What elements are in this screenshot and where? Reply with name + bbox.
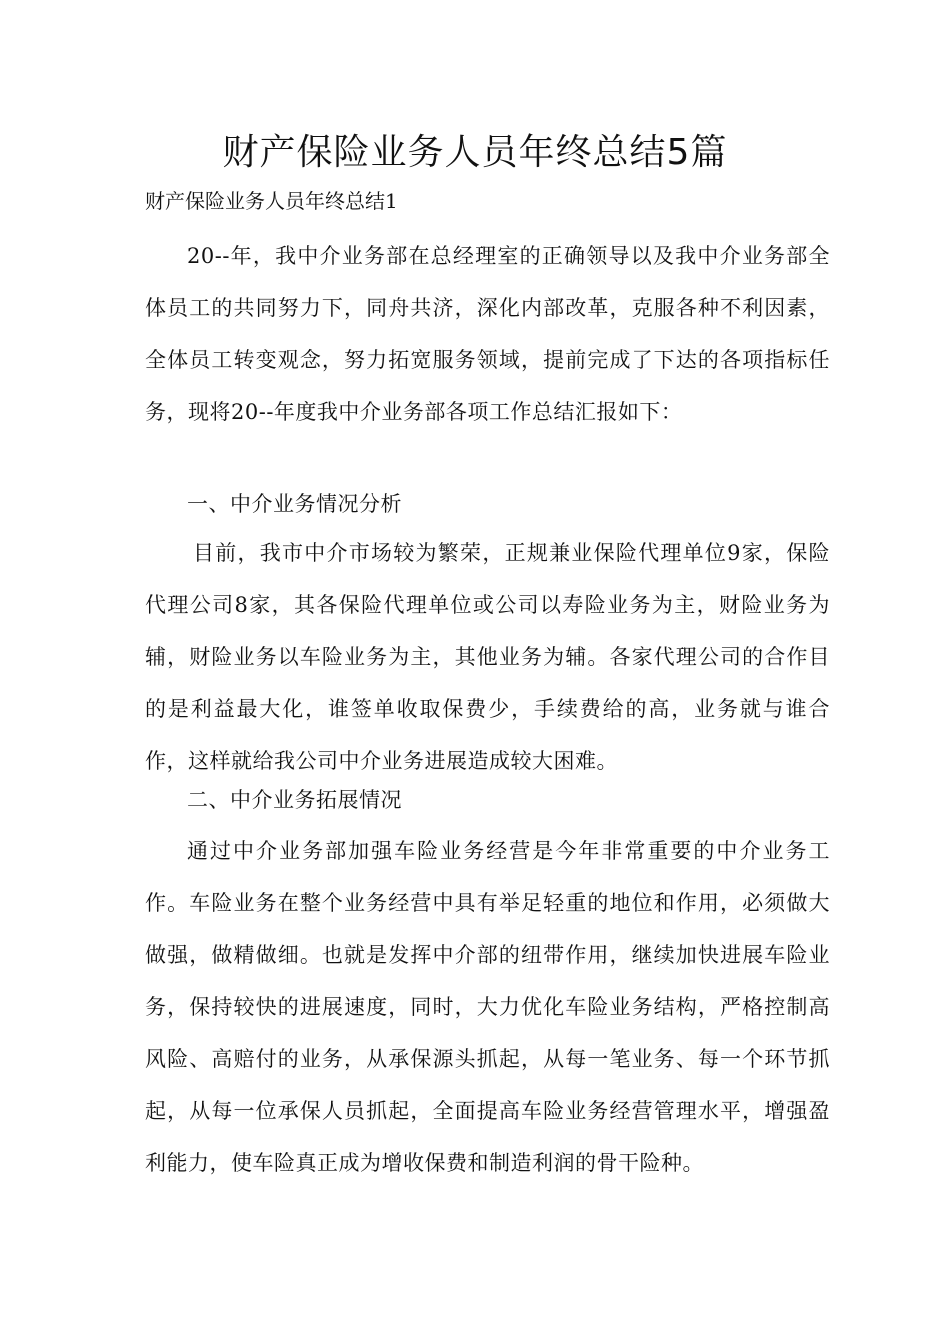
document-title: 财产保险业务人员年终总结5篇 [222,132,728,173]
paragraph-intro: 20--年，我中介业务部在总经理室的正确领导以及我中介业务部全体员工的共同努力下，同舟共济，深化内部改革，克服各种不利因素，全体员工转变观念，努力拓宽服务领域，提前完成了下达的各项指标任务，现将20--年度我中介业务部各项工作总结汇报如下： [145,244,830,424]
document-subtitle: 财产保险业务人员年终总结1 [145,189,398,213]
section-heading-expansion: 二、中介业务拓展情况 [187,788,402,812]
paragraph-analysis: 目前，我市中介市场较为繁荣，正规兼业保险代理单位9家，保险代理公司8家，其各保险代理单位或公司以寿险业务为主，财险业务为辅，财险业务以车险业务为主，其他业务为辅。各家代理公司的合作目的是利益最大化，谁签单收取保费少，手续费给的高，业务就与谁合作，这样就给我公司中介业务进展造成较大困难。 [145,541,830,773]
section-heading-analysis: 一、中介业务情况分析 [187,492,402,516]
paragraph-expansion: 通过中介业务部加强车险业务经营是今年非常重要的中介业务工作。车险业务在整个业务经营中具有举足轻重的地位和作用，必须做大做强，做精做细。也就是发挥中介部的纽带作用，继续加快进展车险业务，保持较快的进展速度，同时，大力优化车险业务结构，严格控制高风险、高赔付的业务，从承保源头抓起，从每一笔业务、每一个环节抓起，从每一位承保人员抓起，全面提高车险业务经营管理水平，增强盈利能力，使车险真正成为增收保费和制造利润的骨干险种。 [145,839,830,1175]
